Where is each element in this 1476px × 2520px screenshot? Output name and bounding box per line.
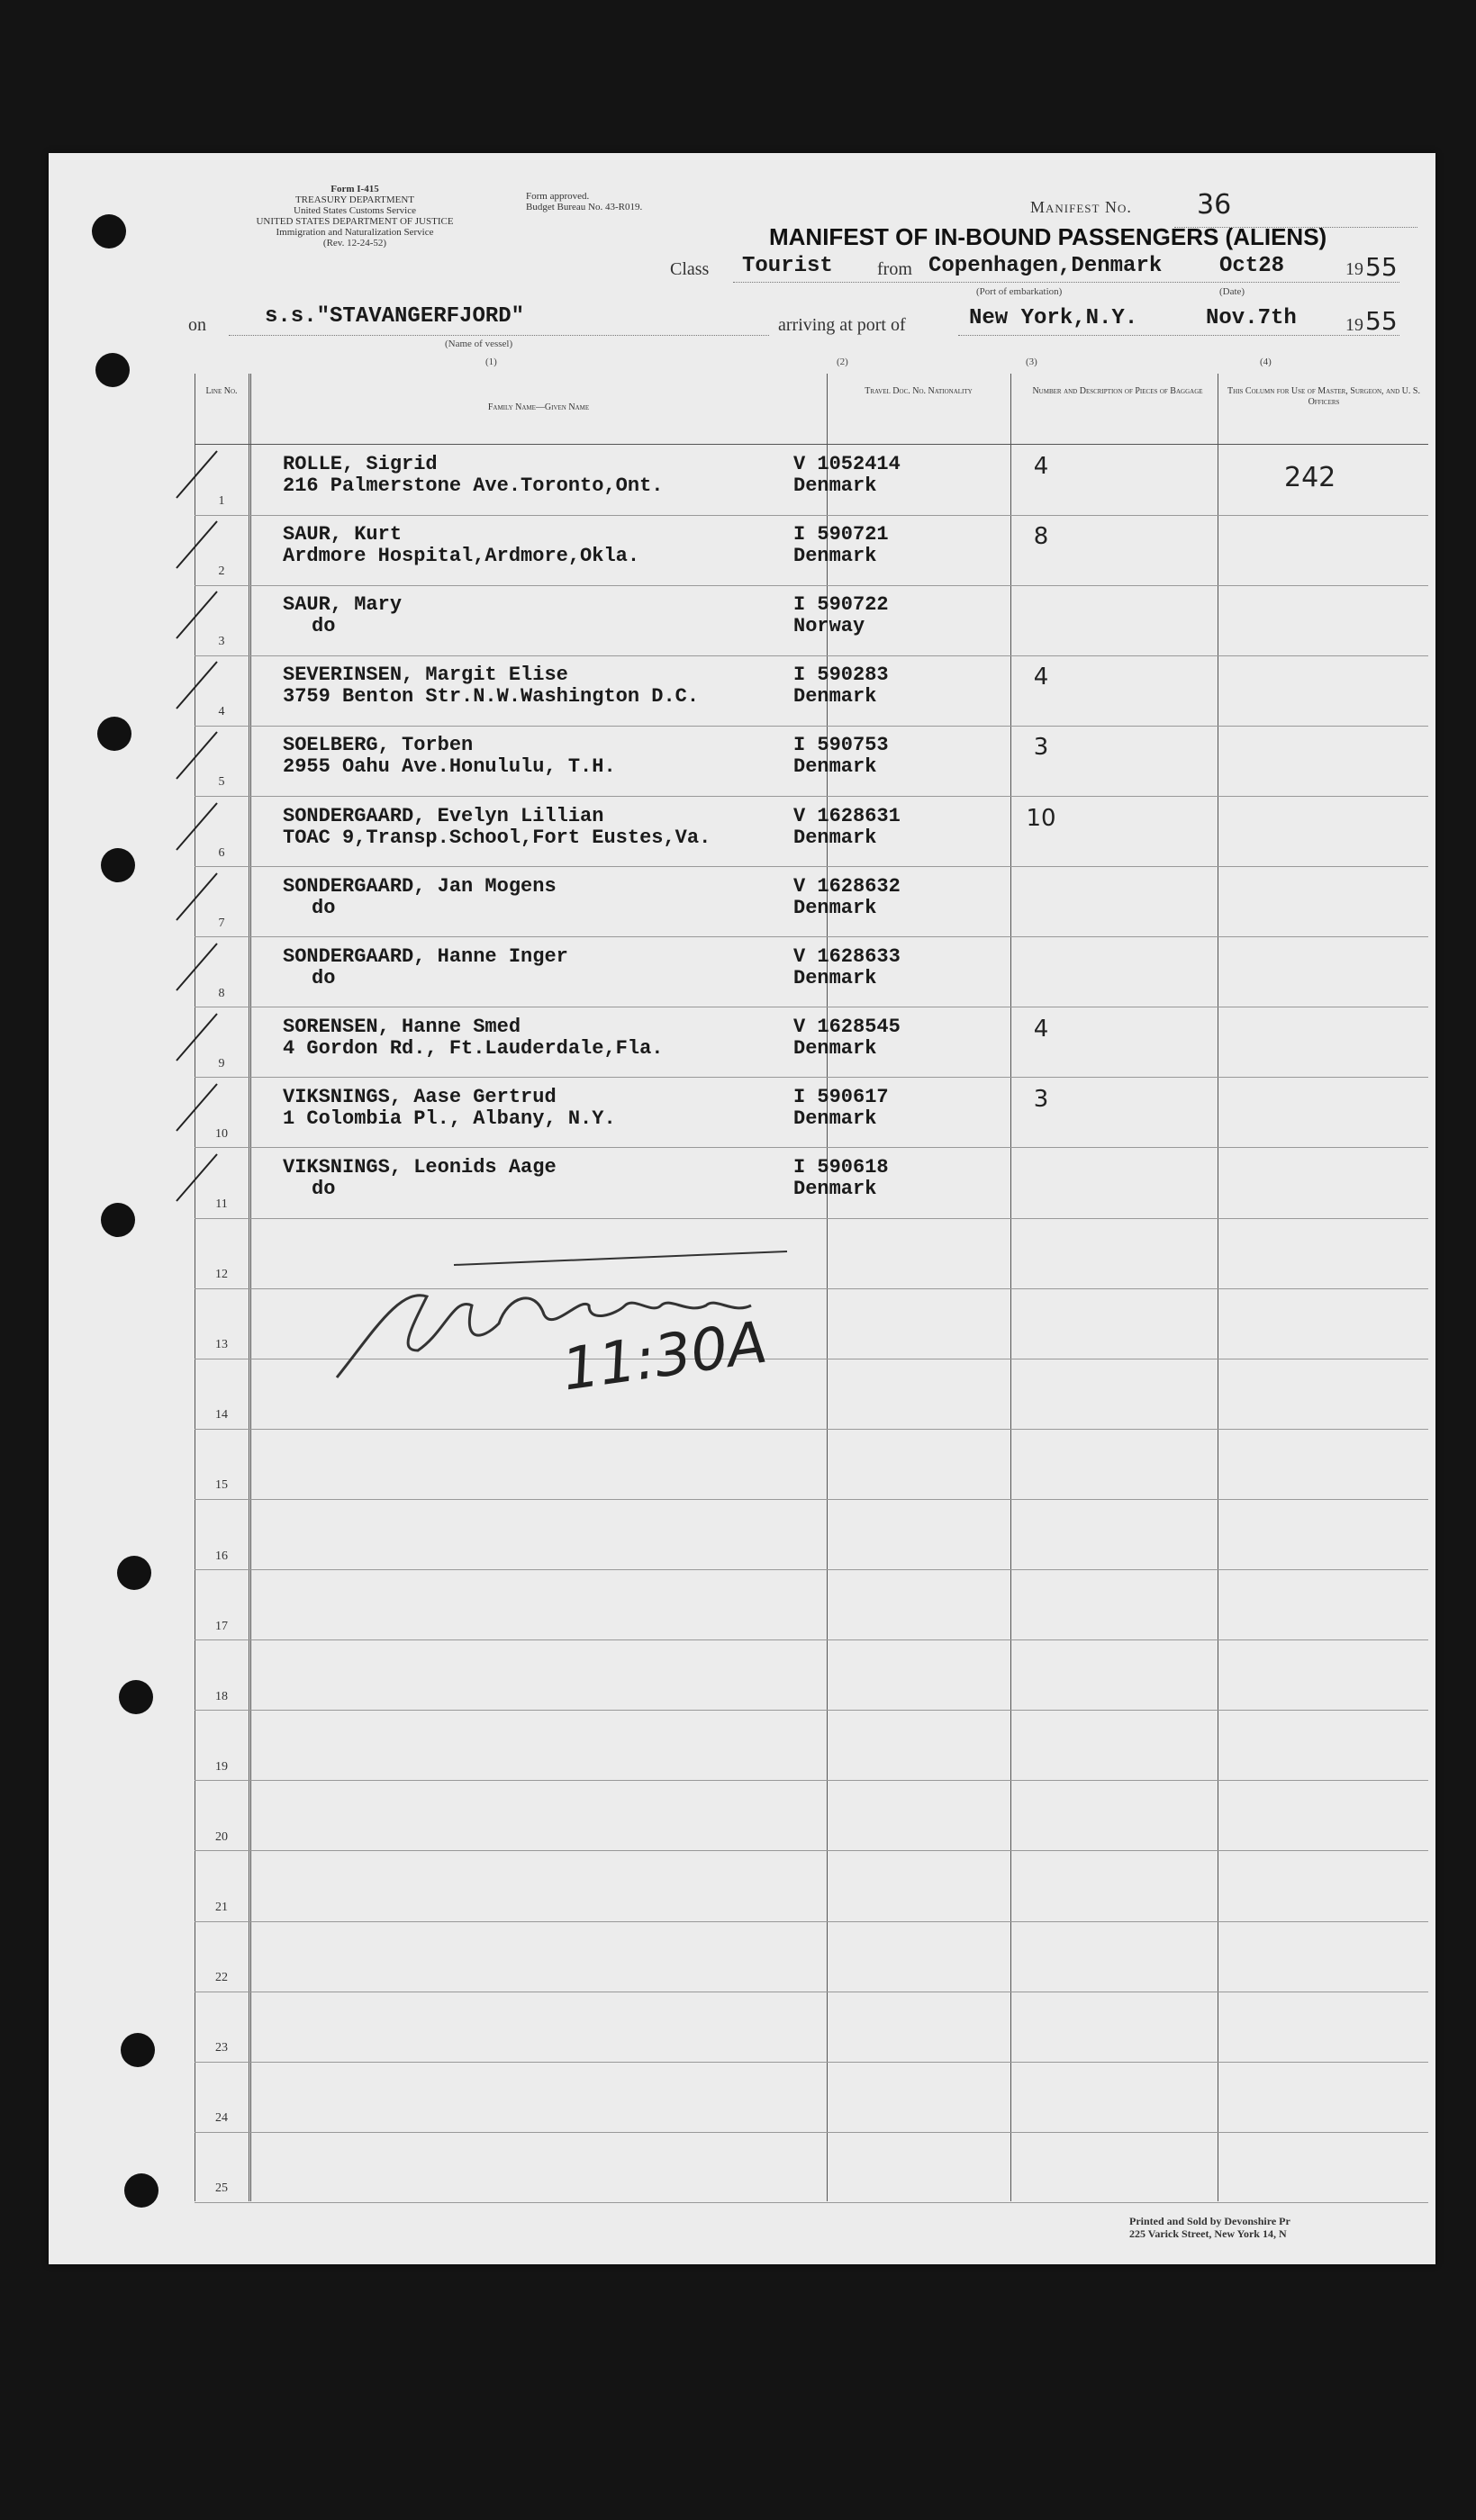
- line-number: 4: [218, 705, 225, 719]
- nationality: Denmark: [793, 474, 877, 497]
- table-header: [195, 374, 1428, 445]
- table-row: [195, 796, 1428, 868]
- passenger-address: 4 Gordon Rd., Ft.Lauderdale,Fla.: [283, 1036, 664, 1060]
- table-row: [195, 514, 1428, 586]
- line-number: 13: [215, 1338, 228, 1352]
- on-label: on: [188, 315, 206, 335]
- line-number: 6: [218, 845, 225, 860]
- table-row: [195, 1077, 1428, 1149]
- passenger-name: SAUR, Kurt: [283, 523, 403, 546]
- col-doc: Travel Doc. No. Nationality: [865, 386, 973, 396]
- nationality: Denmark: [793, 1178, 877, 1200]
- line-number: 19: [215, 1759, 228, 1774]
- table-row: [195, 2131, 1428, 2203]
- manifest-no-label: Manifest No.: [1030, 198, 1132, 216]
- passenger-name: VIKSNINGS, Aase Gertrud: [283, 1085, 557, 1108]
- table-row: [195, 1780, 1428, 1852]
- line-number: 20: [215, 1829, 228, 1844]
- passenger-address: 1 Colombia Pl., Albany, N.Y.: [283, 1106, 616, 1130]
- travel-doc-no: I 590753: [793, 734, 889, 757]
- table-row: [195, 1569, 1428, 1641]
- punch-hole: [92, 214, 126, 248]
- check-mark: [168, 796, 222, 866]
- table-row: [195, 725, 1428, 797]
- baggage-count: 8: [1033, 523, 1049, 551]
- punch-hole: [121, 2033, 155, 2067]
- travel-doc-no: V 1628545: [793, 1015, 901, 1038]
- check-mark: [168, 655, 222, 725]
- line-number: 1: [218, 494, 225, 508]
- punch-hole: [95, 353, 130, 387]
- check-mark: [168, 584, 222, 655]
- line-number: 7: [218, 916, 225, 930]
- approval-note: Form approved. Budget Bureau No. 43-R019.: [526, 191, 643, 212]
- line-number: 16: [215, 1549, 228, 1563]
- nationality: Norway: [793, 615, 865, 638]
- table-row: [195, 584, 1428, 656]
- agency-block: [184, 184, 526, 248]
- table-row: [195, 444, 1428, 516]
- check-mark: [168, 1077, 222, 1147]
- passenger-address: do: [312, 615, 336, 638]
- baggage-count: 4: [1033, 1015, 1049, 1043]
- line-number: 2: [218, 565, 225, 579]
- line-number: 15: [215, 1478, 228, 1493]
- arrival-year: 55: [1365, 306, 1398, 336]
- line-number: 17: [215, 1619, 228, 1633]
- passenger-address: do: [312, 1178, 336, 1200]
- passenger-address: TOAC 9,Transp.School,Fort Eustes,Va.: [283, 826, 711, 849]
- passenger-address: do: [312, 966, 336, 989]
- table-row: [195, 936, 1428, 1008]
- col-num-3: (3): [1026, 357, 1037, 367]
- vessel-caption: (Name of vessel): [445, 339, 513, 349]
- baggage-count: 3: [1033, 734, 1049, 762]
- line-number: 14: [215, 1408, 228, 1423]
- table-row: [195, 1991, 1428, 2063]
- baggage-count: 3: [1033, 1085, 1049, 1113]
- line-number: 23: [215, 2041, 228, 2055]
- table-row: [195, 2061, 1428, 2133]
- manifest-no-value: 36: [1197, 189, 1232, 221]
- customs-service: United States Customs Service: [294, 205, 416, 216]
- travel-doc-no: V 1628632: [793, 874, 901, 898]
- baggage-count: 4: [1033, 453, 1049, 480]
- check-mark: [168, 725, 222, 795]
- line-number: 22: [215, 1971, 228, 1985]
- treasury-dept: TREASURY DEPARTMENT: [294, 194, 415, 205]
- col-baggage: Number and Description of Pieces of Baggage: [1032, 386, 1203, 396]
- col-name: Family Name—Given Name: [487, 402, 590, 412]
- travel-doc-no: I 590722: [793, 593, 889, 617]
- baggage-count: 4: [1033, 664, 1049, 691]
- passenger-address: 2955 Oahu Ave.Honululu, T.H.: [283, 755, 616, 779]
- embarkation-port: Copenhagen,Denmark: [928, 254, 1163, 278]
- nationality: Denmark: [793, 826, 877, 849]
- punch-hole: [101, 848, 135, 882]
- page-title: MANIFEST OF IN-BOUND PASSENGERS (ALIENS): [769, 223, 1327, 250]
- passenger-name: VIKSNINGS, Leonids Aage: [283, 1156, 557, 1179]
- col-line-no: Line No.: [205, 386, 238, 396]
- col-num-2: (2): [837, 357, 848, 367]
- line-number: 9: [218, 1056, 225, 1070]
- passenger-name: SONDERGAARD, Hanne Inger: [283, 944, 568, 968]
- punch-hole: [124, 2173, 158, 2208]
- travel-doc-no: V 1052414: [793, 453, 901, 475]
- travel-doc-no: I 590283: [793, 664, 889, 687]
- travel-doc-no: I 590617: [793, 1085, 889, 1108]
- line-number: 24: [215, 2111, 228, 2126]
- check-mark: [168, 866, 222, 936]
- line-number: 25: [215, 2181, 228, 2196]
- port-caption: (Port of embarkation): [976, 286, 1063, 297]
- line-number: 5: [218, 775, 225, 790]
- table-row: [195, 1639, 1428, 1712]
- passenger-address: 3759 Benton Str.N.W.Washington D.C.: [283, 685, 700, 709]
- manifest-sheet: [49, 153, 1435, 2264]
- travel-doc-no: I 590618: [793, 1156, 889, 1179]
- table-row: [195, 1007, 1428, 1079]
- table-row: [195, 866, 1428, 938]
- arrival-time: 11:30A: [557, 1309, 772, 1405]
- travel-doc-no: V 1628633: [793, 944, 901, 968]
- table-row: [195, 1850, 1428, 1922]
- line-number: 18: [215, 1689, 228, 1703]
- nationality: Denmark: [793, 755, 877, 779]
- passenger-name: SOELBERG, Torben: [283, 734, 474, 757]
- punch-hole: [117, 1556, 151, 1590]
- passenger-name: SONDERGAARD, Jan Mogens: [283, 874, 557, 898]
- year-prefix: 19: [1345, 315, 1363, 335]
- line-number: 10: [215, 1126, 228, 1141]
- ins-service: Immigration and Naturalization Service: [276, 227, 434, 238]
- check-mark: [168, 514, 222, 584]
- passenger-address: Ardmore Hospital,Ardmore,Okla.: [283, 545, 640, 568]
- embarkation-date: Oct28: [1219, 254, 1285, 278]
- revision: (Rev. 12-24-52): [322, 238, 387, 248]
- line-number: 8: [218, 986, 225, 1000]
- line-number: 11: [215, 1197, 228, 1211]
- passenger-name: SEVERINSEN, Margit Elise: [283, 664, 568, 687]
- printer-imprint: Printed and Sold by Devonshire Pr 225 Varick Street, New York 14, N: [1129, 2215, 1290, 2240]
- check-mark: [168, 1007, 222, 1077]
- form-number: Form I-415: [331, 184, 379, 194]
- line-number: 3: [218, 635, 225, 649]
- vessel-name: s.s."STAVANGERFJORD": [265, 304, 525, 329]
- passenger-name: ROLLE, Sigrid: [283, 453, 438, 475]
- arrival-date: Nov.7th: [1206, 306, 1297, 330]
- nationality: Denmark: [793, 545, 877, 568]
- nationality: Denmark: [793, 966, 877, 989]
- arriving-label: arriving at port of: [778, 315, 906, 335]
- officer-note: 242: [1284, 462, 1336, 493]
- check-mark: [168, 1147, 222, 1217]
- travel-doc-no: I 590721: [793, 523, 889, 546]
- arrival-port: New York,N.Y.: [969, 306, 1138, 330]
- from-label: from: [877, 259, 912, 279]
- col-officers: This Column for Use of Master, Surgeon, and U. S. Officers: [1227, 386, 1420, 407]
- check-mark: [168, 936, 222, 1007]
- check-mark: [168, 444, 222, 514]
- table-row: [195, 655, 1428, 727]
- punch-hole: [119, 1680, 153, 1714]
- table-row: [195, 1920, 1428, 1992]
- passenger-name: SONDERGAARD, Evelyn Lillian: [283, 804, 604, 827]
- line-number: 21: [215, 1901, 228, 1914]
- year-prefix: 19: [1345, 259, 1363, 279]
- officer-signature: [319, 1161, 823, 1450]
- passenger-name: SORENSEN, Hanne Smed: [283, 1015, 521, 1038]
- line-number: 12: [215, 1268, 228, 1282]
- col-num-1: (1): [485, 357, 497, 367]
- justice-dept: UNITED STATES DEPARTMENT OF JUSTICE: [256, 216, 454, 227]
- nationality: Denmark: [793, 1106, 877, 1130]
- class-value: Tourist: [742, 254, 833, 278]
- col-num-4: (4): [1260, 357, 1272, 367]
- punch-hole: [97, 717, 131, 751]
- nationality: Denmark: [793, 685, 877, 709]
- nationality: Denmark: [793, 896, 877, 919]
- table-row: [195, 1499, 1428, 1571]
- baggage-count: 10: [1026, 804, 1056, 832]
- passenger-name: SAUR, Mary: [283, 593, 403, 617]
- date-caption: (Date): [1219, 286, 1245, 297]
- class-label: Class: [670, 259, 710, 279]
- punch-hole: [101, 1203, 135, 1237]
- passenger-address: 216 Palmerstone Ave.Toronto,Ont.: [283, 474, 664, 497]
- table-row: [195, 1710, 1428, 1782]
- nationality: Denmark: [793, 1036, 877, 1060]
- travel-doc-no: V 1628631: [793, 804, 901, 827]
- passenger-address: do: [312, 896, 336, 919]
- embarkation-year: 55: [1365, 252, 1398, 282]
